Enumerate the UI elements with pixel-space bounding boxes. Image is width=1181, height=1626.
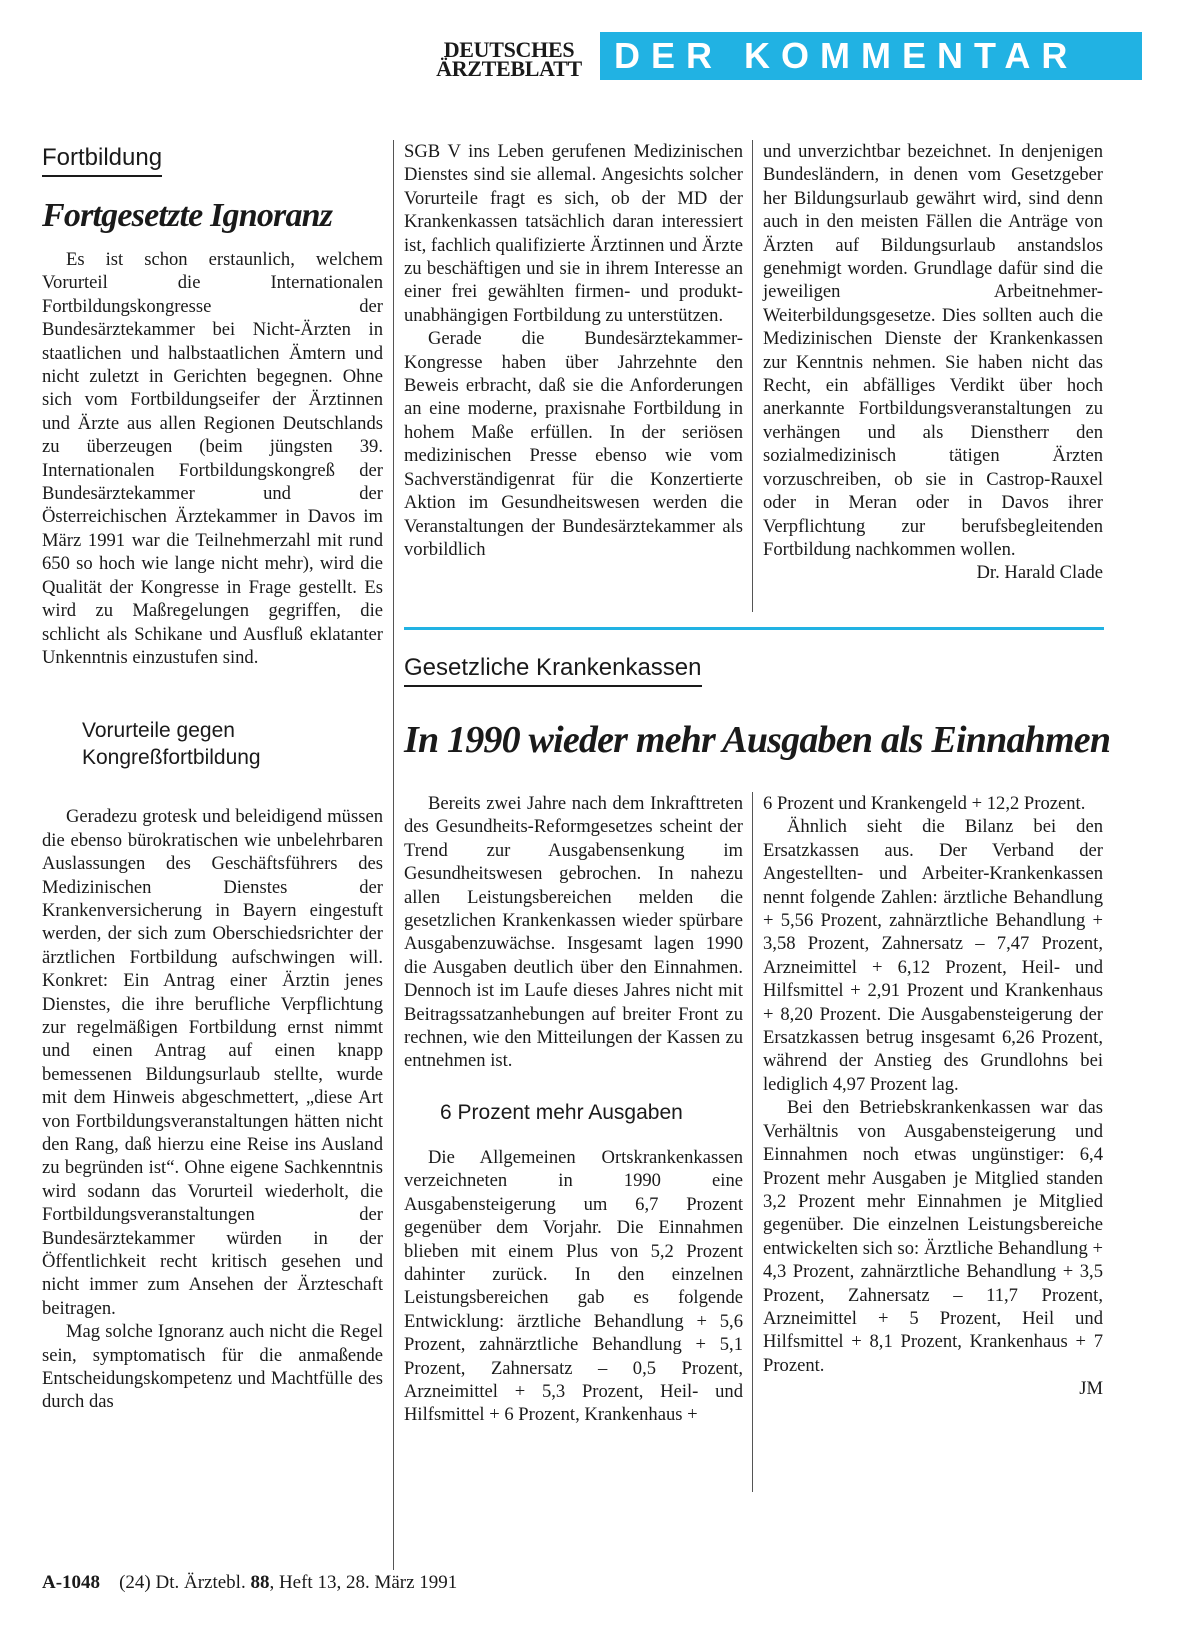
column-rule xyxy=(752,792,753,1492)
citation-prefix: (24) Dt. Ärztebl. xyxy=(119,1572,246,1593)
article1-paragraph: Mag solche Ignoranz auch nicht die Regel sein, symptomatisch für die anmaßende Entscheidungskompetenz und Machtfülle des durch das xyxy=(42,1321,383,1413)
page-footer xyxy=(42,1572,457,1594)
article1-column-3 xyxy=(763,140,1103,585)
citation-suffix: , Heft 13, 28. März 1991 xyxy=(269,1572,458,1593)
page-number: A-1048 xyxy=(42,1572,101,1593)
logo-line-1: DEUTSCHES xyxy=(443,37,575,62)
article1-paragraph: SGB V ins Leben gerufenen Medizinischen Dienstes sind sie allemal. Angesichts solcher Vorurteile fragt es sich, ob der MD der Krankenkassen tatsächlich daran interessiert ist, fachlich qualifizierte Ärztinnen und Ärzte zu beschäftigen und sie in ihrem Interesse an einer frei gewählten firmen- und produkt-unabhängigen Fortbildung zu unterstützen. xyxy=(404,141,743,326)
article1-paragraph: und unverzichtbar bezeichnet. In denjenigen Bundesländern, in denen vom Gesetzgeber her Bildungsurlaub gewährt wird, sind denn auch in den meisten Fällen die Anträge von Ärzten auf Bildungsurlaub anstandslos genehmigt worden. Grundlage dafür sind die jeweiligen Arbeitnehmer-Weiterbildungsgesetze. Dies sollten auch die Medizinischen Dienste der Krankenkassen zur Kenntnis nehmen. Sie haben nicht das Recht, ein abfälliges Verdikt über hoch anerkannte Fortbildungsveranstaltungen zu verhängen und als Dienstherr den sozialmedizinisch tätigen Ärzten vorzuschreiben, ob sie in Castrop-Rauxel oder in Meran oder in Davos ihrer Verpflichtung zur berufsbegleitenden Fortbildung nachkommen wollen. xyxy=(763,141,1103,560)
article2-column-1 xyxy=(404,792,743,1427)
section-banner: DER KOMMENTAR xyxy=(600,32,1142,80)
article2-rubric: Gesetzliche Krankenkassen xyxy=(404,653,702,687)
article2-author: JM xyxy=(1079,1378,1103,1400)
article1-author: Dr. Harald Clade xyxy=(976,562,1103,584)
subhead-line-2: Kongreßfortbildung xyxy=(82,746,261,770)
journal-logo xyxy=(424,37,594,81)
article1-headline: Fortgesetzte Ignoranz xyxy=(42,197,333,234)
article2-subhead: 6 Prozent mehr Ausgaben xyxy=(440,1100,683,1124)
article2-paragraph: Bereits zwei Jahre nach dem Inkrafttreten des Gesundheits-Reformgesetzes scheint der Trend zur Ausgabensenkung im Gesundheitswesen gebrochen. In nahezu allen Leistungsbereichen melden die gesetzlichen Krankenkassen wieder spürbare Ausgabenzuwächse. Insgesamt lagen 1990 die Ausgaben deutlich über den Einnahmen. Dennoch ist im Laufe dieses Jahres nicht mit Beitragssatzanhebungen auf breiter Front zu rechnen, wie den Mitteilungen der Kassen zu entnehmen ist. xyxy=(404,793,743,1072)
article1-paragraph: Es ist schon erstaunlich, welchem Vorurteil die Internationalen Fortbildungskongresse der Bundesärztekammer bei Nicht-Ärzten in staatlichen und halbstaatlichen Ämtern und nicht zuletzt in Gerichten begegnen. Ohne sich vom Fortbildungseifer der Ärztinnen und Ärzte aus allen Regionen Deutschlands zu überzeugen (beim jüngsten 39. Internationalen Fortbildungskongreß der Bundesärztekammer und der Österreichischen Ärztekammer in Davos im März 1991 war die Teilnehmerzahl mit rund 650 so hoch wie lange nicht mehr), wird die Qualität der Kongresse in Frage gestellt. Es wird zu Maßregelungen gegriffen, die schlicht als Schikane und Ausfluß eklatanter Unkenntnis einzustufen sind. xyxy=(42,249,383,668)
article-divider xyxy=(404,627,1104,630)
column-rule xyxy=(393,140,394,1570)
subhead-line-1: Vorurteile gegen xyxy=(82,719,235,743)
article2-headline: In 1990 wieder mehr Ausgaben als Einnahmen xyxy=(404,719,1111,761)
article1-subhead xyxy=(82,717,383,771)
article2-paragraph: Die Allgemeinen Ortskrankenkassen verzeichneten in 1990 eine Ausgabensteigerung um 6,7 Prozent gegenüber dem Vorjahr. Die Einnahmen blieben mit einem Plus von 5,2 Prozent dahinter zurück. In den einzelnen Leistungsbereichen gab es folgende Entwicklung: ärztliche Behandlung + 5,6 Prozent, zahnärztliche Behandlung + 5,1 Prozent, Zahnersatz – 0,5 Prozent, Arzneimittel + 5,3 Prozent, Heil- und Hilfsmittel + 6 Prozent, Krankenhaus + xyxy=(404,1146,743,1426)
article1-paragraph: Gerade die Bundesärztekammer-Kongresse haben über Jahrzehnte den Beweis erbracht, daß sie die Anforderungen an eine moderne, praxisnahe Fortbildung in hohem Maße erfüllen. In der seriösen medizinischen Presse ebenso wie vom Sachverständigenrat für die Konzertierte Aktion im Gesundheitswesen werden die Veranstaltungen der Bundesärztekammer als vorbildlich xyxy=(404,328,743,560)
article2-column-2 xyxy=(763,792,1103,1401)
article2-paragraph: 6 Prozent und Krankengeld + 12,2 Prozent. xyxy=(763,793,1086,814)
article1-column-2 xyxy=(404,140,743,561)
article1-rubric: Fortbildung xyxy=(42,143,162,177)
logo-line-2: ÄRZTEBLATT xyxy=(436,56,582,81)
article2-paragraph: Ähnlich sieht die Bilanz bei den Ersatzkassen aus. Der Verband der Angestellten- und Arbeiter-Krankenkassen nennt folgende Zahlen: ärztliche Behandlung + 5,56 Prozent, zahnärztliche Behandlung + 3,58 Prozent, Zahnersatz – 7,47 Prozent, Arzneimittel + 6,12 Prozent, Heil- und Hilfsmittel + 2,91 Prozent und Krankenhaus + 8,20 Prozent. Die Ausgabensteigerung der Ersatzkassen betrug insgesamt 6,26 Prozent, während der Anstieg des Grundlohns bei lediglich 4,97 Prozent lag. xyxy=(763,816,1103,1095)
article1-column-1 xyxy=(42,248,383,1414)
article1-paragraph: Geradezu grotesk und beleidigend müssen die ebenso bürokratischen wie unbelehrbaren Auslassungen des Geschäftsführers des Medizinischen Dienstes der Krankenversicherung in Bayern eingestuft werden, der sich zum Oberschiedsrichter der ärztlichen Fortbildung aufschwingen will. Konkret: Ein Antrag einer Ärztin jenes Dienstes, die ihre berufliche Verpflichtung zur regelmäßigen Fortbildung ernst nimmt und einen Antrag auf einen knapp bemessenen Bildungsurlaub stellte, wurde mit dem Hinweis abgeschmettert, „diese Art von Fortbildungsveranstaltungen hätten nicht den Rang, daß hierzu eine Reise ins Ausland zu begründen ist“. Ohne eigene Sachkenntnis wird sodann das Vorurteil wiederholt, die Fortbildungsveranstaltungen der Bundesärztekammer würden in der Öffentlichkeit recht kritisch gesehen und nicht immer zum Ansehen der Ärzteschaft beitragen. xyxy=(42,806,383,1319)
column-rule xyxy=(752,140,753,612)
article2-paragraph: Bei den Betriebskrankenkassen war das Verhältnis von Ausgabensteigerung und Einnahmen noch etwas ungünstiger: 6,4 Prozent mehr Ausgaben je Mitglied standen 3,2 Prozent mehr Einnahmen je Mitglied gegenüber. Die einzelnen Leistungsbereiche entwickelten sich so: Ärztliche Behandlung + 4,3 Prozent, zahnärztliche Behandlung + 3,5 Prozent, Zahnersatz – 11,7 Prozent, Arzneimittel + 5 Prozent, Heil und Hilfsmittel + 8,1 Prozent, Krankenhaus + 7 Prozent. xyxy=(763,1097,1103,1376)
citation-volume: 88 xyxy=(250,1572,270,1593)
